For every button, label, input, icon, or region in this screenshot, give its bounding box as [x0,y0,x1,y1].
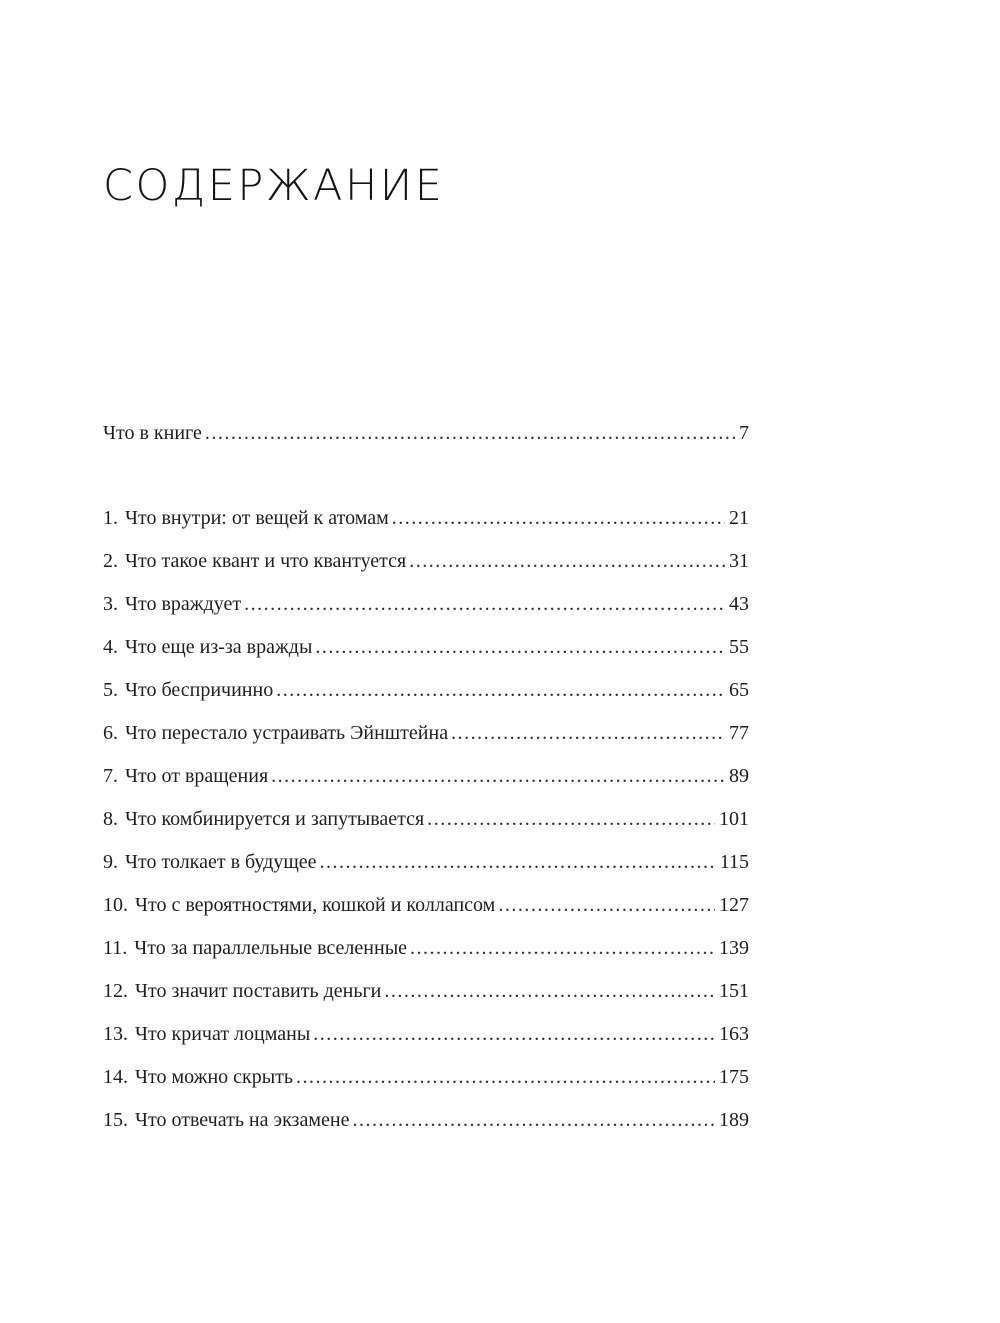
toc-entry-chapter-5[interactable] [103,679,749,707]
toc-chapter-number: 9. [103,851,118,873]
dot-leader [451,722,725,745]
toc-entry-label: Что перестало устраивать Эйнштейна [125,722,449,744]
toc-chapter-number: 3. [103,593,118,615]
toc-entry-label: Что внутри: от вещей к атомам [125,507,389,529]
toc-entry-chapter-3[interactable] [103,593,749,621]
toc-entry-chapter-8[interactable] [103,808,749,836]
toc-chapter-number: 6. [103,722,118,744]
dot-leader [352,1109,715,1132]
toc-entry-label: Что значит поставить деньги [135,980,382,1002]
toc-page-number: 31 [729,550,749,572]
toc-entry-chapter-6[interactable] [103,722,749,750]
toc-chapter-number: 15. [103,1109,128,1131]
toc-page-number: 21 [729,507,749,529]
toc-entry-label: Что еще из-за вражды [125,636,313,658]
toc-entry-chapter-9[interactable] [103,851,749,879]
toc-entry-label: Что за параллельные вселенные [134,937,408,959]
toc-entry-label: Что такое квант и что квантуется [125,550,407,572]
toc-page-number: 43 [729,593,749,615]
toc-entry-chapter-15[interactable] [103,1109,749,1137]
toc-chapter-number: 5. [103,679,118,701]
toc-chapter-number: 2. [103,550,118,572]
toc-entry-chapter-7[interactable] [103,765,749,793]
toc-chapter-number: 4. [103,636,118,658]
toc-chapter-number: 12. [103,980,128,1002]
toc-entry-label: Что беспричинно [125,679,274,701]
toc-page-number: 7 [739,422,749,444]
toc-chapter-number: 8. [103,808,118,830]
dot-leader [384,980,715,1003]
toc-page-number: 189 [719,1109,749,1131]
toc-page-number: 89 [729,765,749,787]
dot-leader [409,550,725,573]
toc-entry-chapter-14[interactable] [103,1066,749,1094]
dot-leader [296,1066,715,1089]
dot-leader [320,851,716,874]
toc-entry-label: Что кричат лоцманы [135,1023,311,1045]
toc-chapter-number: 11. [103,937,128,959]
toc-entry-chapter-10[interactable] [103,894,749,922]
toc-entry-label: Что враждует [125,593,242,615]
toc-entry-chapter-4[interactable] [103,636,749,664]
toc-entry-label: Что толкает в будущее [125,851,317,873]
toc-page-number: 65 [729,679,749,701]
toc-page-number: 115 [719,851,749,873]
toc-entry-chapter-1[interactable] [103,507,749,535]
dot-leader [315,636,725,659]
toc-page-number: 163 [719,1023,749,1045]
toc-page-number: 175 [719,1066,749,1088]
toc-entry-chapter-12[interactable] [103,980,749,1008]
dot-leader [271,765,725,788]
toc-page-number: 151 [719,980,749,1002]
dot-leader [276,679,725,702]
toc-entry-intro[interactable] [103,422,749,450]
toc-chapter-number: 1. [103,507,118,529]
dot-leader [392,507,725,530]
toc-page-number: 139 [719,937,749,959]
toc-entry-label: Что от вращения [125,765,269,787]
toc-page-number: 127 [719,894,749,916]
toc-chapter-number: 14. [103,1066,128,1088]
toc-entry-chapter-2[interactable] [103,550,749,578]
toc-chapter-number: 13. [103,1023,128,1045]
dot-leader [244,593,725,616]
dot-leader [205,422,735,445]
toc-entry-label: Что комбинируется и запутывается [125,808,425,830]
toc-entry-label: Что в книге [103,422,202,444]
toc-entry-label: Что можно скрыть [135,1066,294,1088]
toc-entry-chapter-13[interactable] [103,1023,749,1051]
dot-leader [427,808,715,831]
toc-entry-chapter-11[interactable] [103,937,749,965]
dot-leader [313,1023,715,1046]
toc-entry-label: Что с вероятностями, кошкой и коллапсом [135,894,496,916]
dot-leader [410,937,715,960]
dot-leader [498,894,715,917]
toc-page-number: 77 [729,722,749,744]
toc-page-number: 101 [719,808,749,830]
toc-chapter-number: 7. [103,765,118,787]
toc-page-number: 55 [729,636,749,658]
toc-chapter-number: 10. [103,894,128,916]
toc-entry-label: Что отвечать на экзамене [135,1109,350,1131]
page-title: СОДЕРЖАНИЕ [103,161,445,211]
